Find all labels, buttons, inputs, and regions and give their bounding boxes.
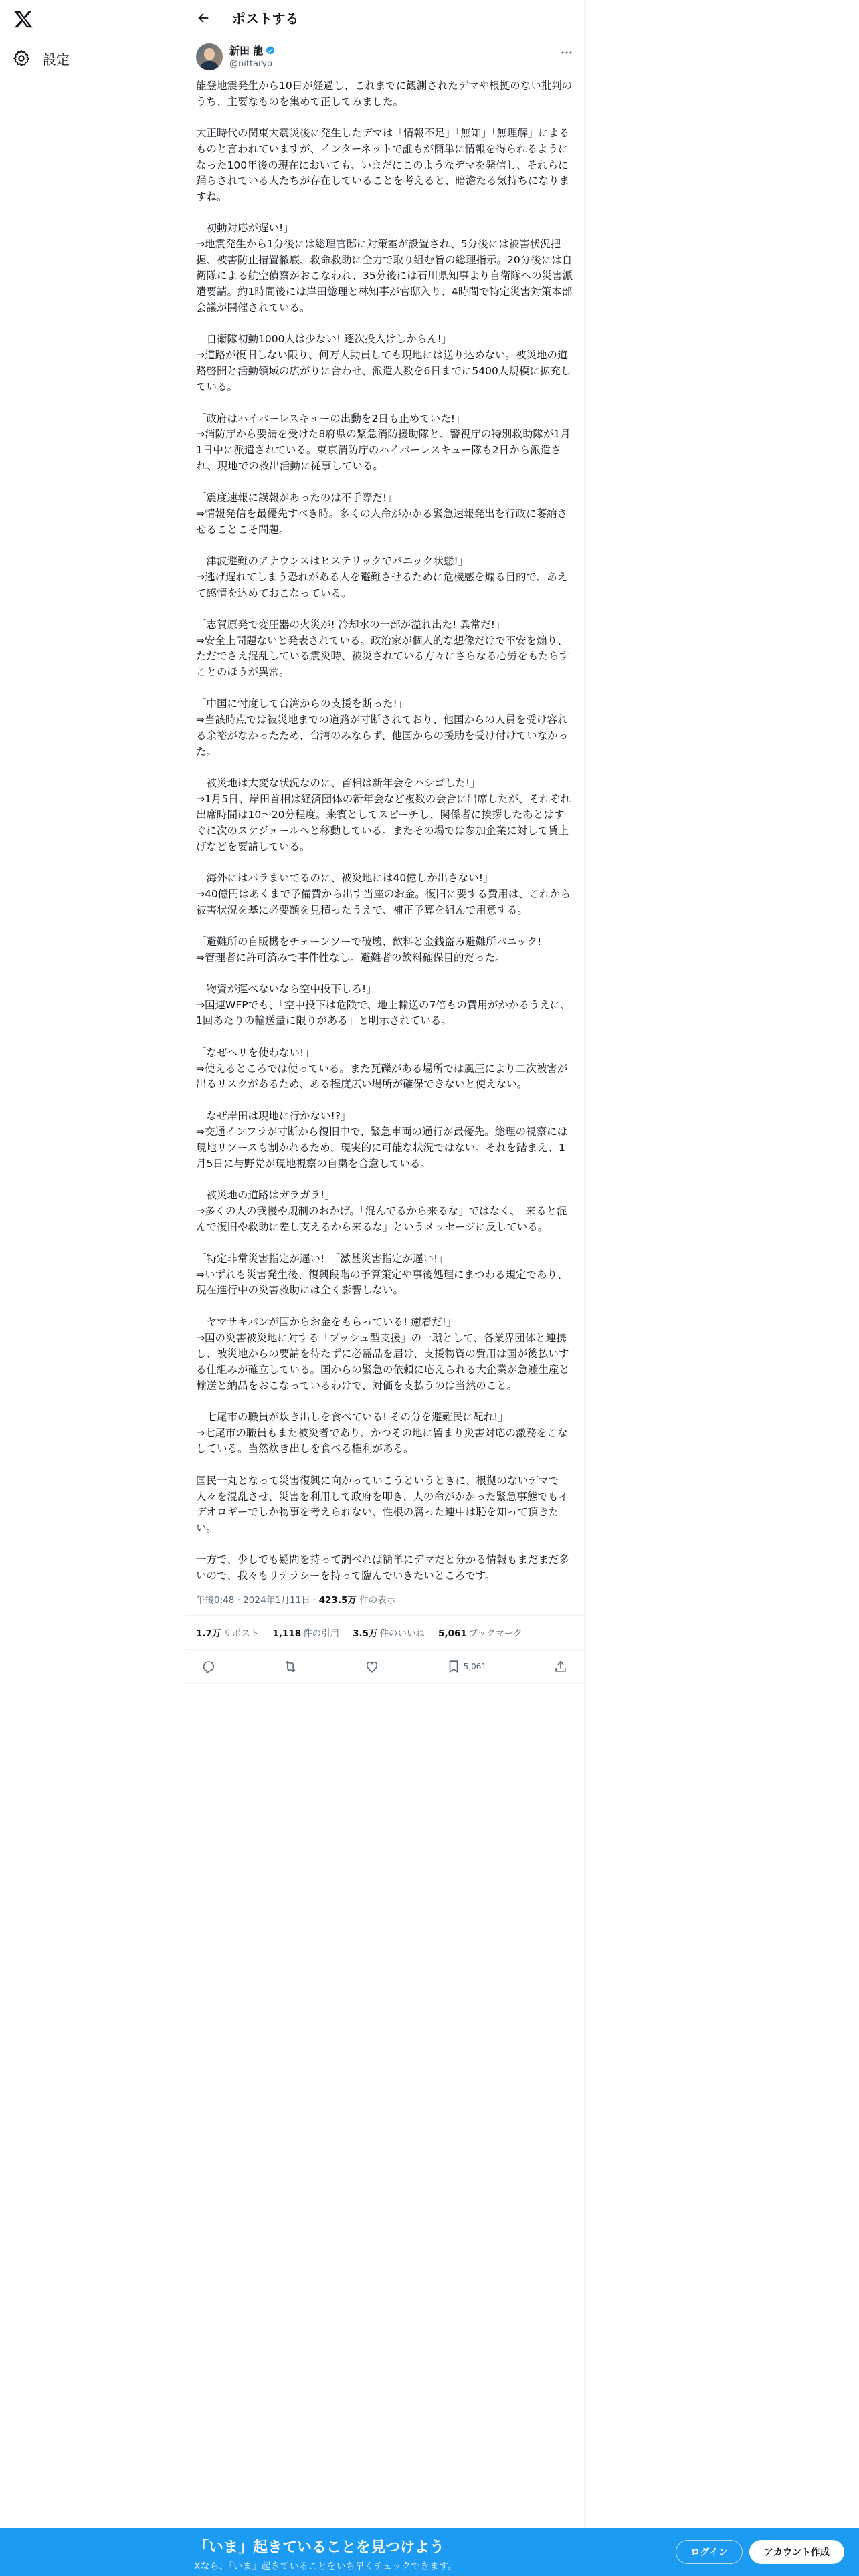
back-arrow-icon[interactable] — [196, 11, 211, 25]
avatar[interactable] — [196, 43, 223, 70]
author-name[interactable]: 新田 龍 — [229, 45, 264, 57]
share-button[interactable] — [553, 1659, 568, 1674]
likes-stat[interactable]: 3.5万 件のいいね — [353, 1628, 425, 1639]
x-logo-icon[interactable] — [13, 9, 33, 29]
banner-headline: 「いま」起きていることを見つけよう — [194, 2539, 445, 2556]
header — [185, 0, 584, 35]
bookmark-icon — [446, 1659, 461, 1674]
share-icon — [553, 1659, 568, 1674]
page-title: ポストする — [232, 11, 299, 27]
views-count: 423.5万 — [318, 1594, 357, 1606]
views-label: 件の表示 — [359, 1594, 396, 1606]
tweet-actions — [185, 1650, 584, 1684]
author-handle[interactable]: @nittaryo — [229, 59, 273, 69]
tweet-author — [185, 35, 584, 73]
reply-icon — [201, 1659, 216, 1674]
banner-subline: Xなら、「いま」起きていることをいち早くチェックできます。 — [194, 2561, 458, 2572]
bookmarks-stat[interactable]: 5,061 ブックマーク — [438, 1628, 522, 1639]
tweet-meta: 午後0:48 · 2024年1月11日 · 423.5万 件の表示 — [185, 1584, 584, 1616]
signup-banner — [0, 2528, 859, 2576]
nav-settings-label: 設定 — [43, 51, 70, 68]
tweet-time[interactable]: 午後0:48 — [196, 1594, 235, 1606]
signup-button[interactable]: アカウント作成 — [749, 2540, 844, 2564]
repost-icon — [283, 1659, 298, 1674]
bookmark-button[interactable] — [446, 1659, 486, 1674]
repost-button[interactable] — [283, 1659, 298, 1674]
bookmark-count: 5,061 — [463, 1661, 487, 1671]
reply-button[interactable] — [201, 1659, 216, 1674]
quotes-stat[interactable]: 1,118 件の引用 — [272, 1628, 340, 1639]
like-button[interactable] — [365, 1659, 379, 1674]
verified-badge-icon — [265, 45, 276, 56]
tweet-text: 能登地震発生から10日が経過し、これまでに観測されたデマや根拠のない批判のうち、主要なものを集めて正してみました。 大正時代の関東大震災後に発生したデマは「情報不足」「無知」「無理解」によるものと言われていますが、インターネットで誰もが簡単に情報を得られるようになった100年後の現在においても、いまだにこのようなデマを発信し、それらに踊らされている人たちが存在していることを考えると、暗澹たる気持ちになりますね。 「初動対応が遅い!」 ⇒地震発生から1分後には総理官邸に対策室が設置され、5分後には被害状況把握、被害防止措置徹底、救命救助に全力で取り組む旨の総理指示。20分後には自衛隊による航空偵察がおこなわれ、35分後には石川県知事より自衛隊への災害派遣要請。約1時間後には岸田総理と林知事が官邸入り、4時間で特定災害対策本部会議が開催されている。 「自衛隊初動1000人は少ない! 逐次投入けしからん!」 ⇒道路が復旧しない限り、何万人動員しても現地には送り込めない。被災地の道路啓開と活動領域の広がりに合わせ、派遣人数を6日までに5400人規模に拡充している。 「政府はハイパーレスキューの出動を2日も止めていた!」 ⇒消防庁から要請を受けた8府県の緊急消防援助隊と、警視庁の特別救助隊が1月1日中に派遣されている。東京消防庁のハイパーレスキュー隊も2日から派遣され、現地での救出活動に従事している。 「震度速報に誤報があったのは不手際だ!」 ⇒情報発信を最優先すべき時。多くの人命がかかる緊急速報発出を行政に萎縮させることこそ問題。 「津波避難のアナウンスはヒステリックでパニック状態!」 ⇒逃げ遅れてしまう恐れがある人を避難させるために危機感を煽る目的で、あえて感情を込めておこなっている。 「志賀原発で変圧器の火災が! 冷却水の一部が溢れ出た! 異常だ!」 ⇒安全上問題ないと発表されている。政治家が個人的な想像だけで不安を煽り、ただでさえ混乱している震災時、被災されている方々にさらなる心労をもたらすことのほうが異常。 「中国に忖度して台湾からの支援を断った!」 ⇒当該時点では被災地までの道路が寸断されており、他国からの人員を受け容れる余裕がなかったため、台湾のみならず、他国からの援助を受け付けていなかった。 「被災地は大変な状況なのに、首相は新年会をハシゴした!」 ⇒1月5日、岸田首相は経済団体の新年会など複数の会合に出席したが、それぞれ出席時間は10〜20分程度。来賓としてスピーチし、関係者に挨拶したあとはすぐに次のスケジュールへと移動している。またその場では参加企業に対して賃上げなどを要請している。 「海外にはバラまいてるのに、被災地には40億しか出さない!」 ⇒40億円はあくまで予備費から出す当座のお金。復旧に要する費用は、これから被害状況を基に必要額を見積ったうえで、補正予算を組んで用意する。 「避難所の自販機をチェーンソーで破壊、飲料と金銭盗み避難所パニック!」 ⇒管理者に許可済みで事件性なし。避難者の飲料確保目的だった。 「物資が運べないなら空中投下しろ!」 ⇒国連WFPでも、「空中投下は危険で、地上輸送の7倍もの費用がかかるうえに、1回あたりの輸送量に限りがある」と明示されている。 「なぜヘリを使わない!」 ⇒使えるところでは使っている。また瓦礫がある場所では風圧により二次被害が出るリスクがあるため、ある程度広い場所が確保できないと使えない。 「なぜ岸田は現地に行かない!?」 ⇒交通インフラが寸断から復旧中で、緊急車両の通行が最優先。総理の視察には現地リソースも割かれるため、現実的に可能な状況ではない。それを踏まえ、1月5日に与野党が現地視察の自粛を合意している。 「被災地の道路はガラガラ!」 ⇒多くの人の我慢や規制のおかげ。「混んでるから来るな」ではなく、「来ると混んで復旧や救助に差し支えるから来るな」というメッセージに反している。 「特定非常災害指定が遅い!」「激甚災害指定が遅い!」 ⇒いずれも災害発生後、復興段階の予算策定や事後処理にまつわる規定であり、現在進行中の災害救助には全く影響しない。 「ヤマサキパンが国からお金をもらっている! 癒着だ!」 ⇒国の災害被災地に対する「プッシュ型支援」の一環として、各業界団体と連携し、被災地からの要請を待たずに必需品を届け、支援物資の費用は国が後払いする仕組みが確立している。国からの緊急の依頼に応えられる大企業が急遽生産と輸送と納品をおこなっているわけで、対価を支払うのは当然のこと。 「七尾市の職員が炊き出しを食べている! その分を避難民に配れ!」 ⇒七尾市の職員もまた被災者であり、かつその地に留まり災害対応の激務をこなしている。当然炊き出しを食べる権利がある。 国民一丸となって災害復興に向かっていこうというときに、根拠のないデマで人々を混乱させ、災害を利用して政府を叩き、人の命がかかった緊急事態でもイデオロギーでしか物事を考えられない、性根の腐った連中は恥を知って頂きたい。 一方で、少しでも疑問を持って調べれば簡単にデマだと分かる情報もまだまだ多いので、我々もリテラシーを持って臨んでいきたいところです。 — [196, 80, 573, 1582]
tweet-stats — [185, 1616, 584, 1650]
login-button[interactable]: ログイン — [676, 2540, 743, 2564]
nav-settings[interactable] — [12, 47, 70, 70]
gear-icon — [12, 49, 31, 68]
reposts-stat[interactable]: 1.7万 リポスト — [196, 1628, 260, 1639]
main-column — [185, 0, 585, 2576]
tweet-date[interactable]: 2024年1月11日 — [243, 1594, 310, 1606]
like-icon — [365, 1659, 379, 1674]
left-sidebar — [0, 0, 185, 2576]
more-icon[interactable] — [560, 46, 573, 60]
